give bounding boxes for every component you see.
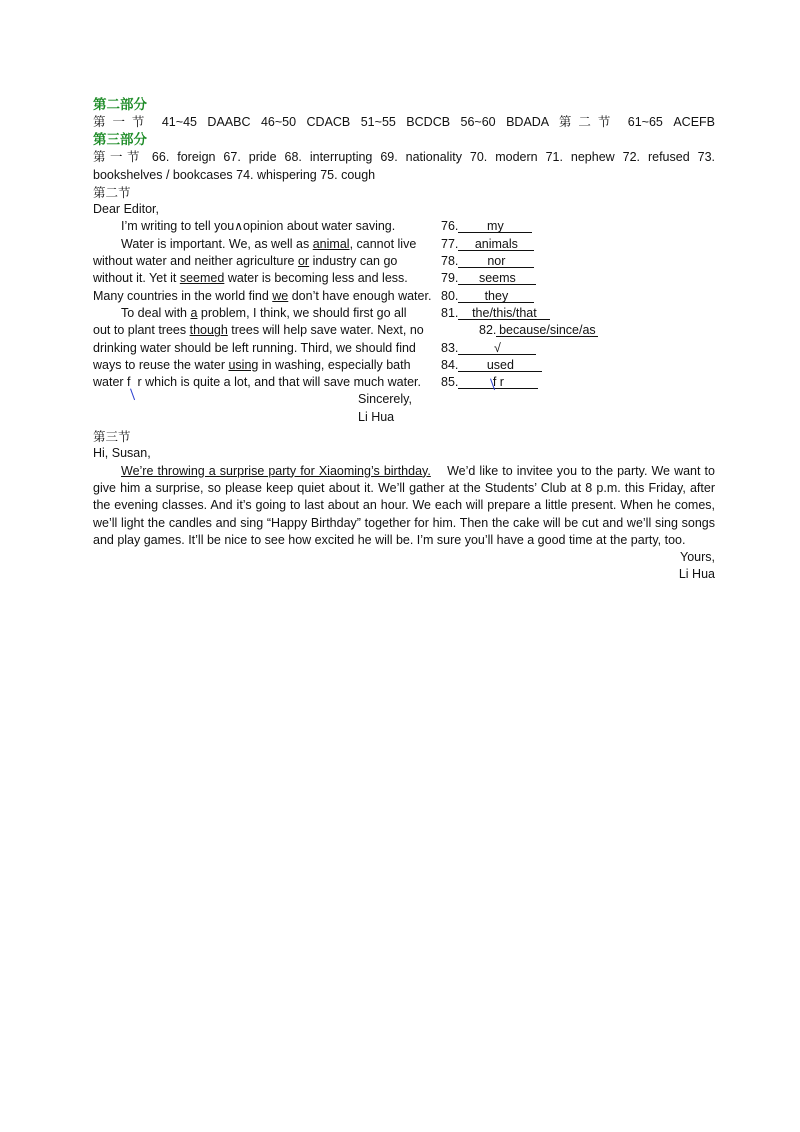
vocab-answers-2: bookshelves / bookcases 74. whispering 75. cough (93, 167, 376, 182)
correction-answer: used (458, 358, 542, 372)
letter-line: Many countries in the world find we don’t have enough water. 80. they (93, 288, 715, 305)
answer-group: 41~45 (161, 115, 197, 129)
answer-group: CDACB (306, 115, 351, 129)
letter-signature: Li Hua (358, 409, 395, 424)
part3-sec2-label: 第二节 (93, 184, 131, 200)
correction-answer: √ (458, 341, 536, 355)
letter-line: out to plant trees though trees will help save water. Next, no 82. because/since/as (93, 322, 715, 339)
error-word: we (272, 288, 289, 303)
part2-answers-line (93, 113, 715, 131)
email-body (93, 463, 715, 549)
letter-closing: Sincerely, (358, 392, 412, 407)
part2-sec2-range: 61~65 (627, 115, 663, 129)
letter-line: Water is important. We, as well as animal, cannot live 77. animals (93, 236, 715, 253)
correction-answer: animals (458, 237, 534, 251)
part3-title: 第三部分 (93, 132, 147, 148)
correction-answer: because/since/as (496, 323, 598, 337)
correction-answer: they (458, 289, 534, 303)
correction-answer: f r (458, 375, 538, 389)
letter-line: without it. Yet it seemed water is becoming less and less. 79. seems (93, 270, 715, 287)
letter-line: I’m writing to tell you∧opinion about water saving. 76. my (93, 218, 715, 235)
answer-group: BCDCB (406, 115, 451, 129)
part3-sec1-label: 第一节 (93, 149, 144, 165)
answer-group: 56~60 (460, 115, 496, 129)
correction-answer: the/this/that (458, 306, 550, 320)
answer-key-page (93, 96, 715, 584)
error-word: animal (312, 236, 350, 251)
letter-greeting: Dear Editor, (93, 202, 160, 217)
answer-group: 51~55 (360, 115, 396, 129)
part3-sec1-line1 (93, 148, 715, 166)
correction-answer: seems (458, 271, 536, 285)
error-word: though (189, 323, 228, 338)
letter-line: without water and neither agriculture or industry can go 78. nor (93, 253, 715, 270)
deletion-mark (490, 378, 497, 390)
part2-title: 第二部分 (93, 97, 147, 112)
part2-sec1-label: 第一节 (93, 114, 152, 129)
part2-sec2-answer: ACEFB (673, 115, 716, 129)
email-signature: Li Hua (678, 567, 715, 582)
email-underlined-sentence: We’re throwing a surprise party for Xiaoming’s birthday. (121, 463, 431, 478)
answer-group: BDADA (506, 115, 549, 129)
letter-line: ways to reuse the water using in washing, especially bath 84. used (93, 357, 715, 374)
error-word: or (297, 254, 310, 269)
answer-group: DAABC (207, 115, 251, 129)
answer-group: 46~50 (260, 115, 297, 129)
part3-sec3-label: 第三节 (93, 429, 131, 445)
error-word: a (190, 305, 198, 320)
correction-answer: my (458, 219, 532, 233)
error-word: seemed (179, 271, 225, 286)
error-correction-letter (93, 218, 715, 426)
email-greeting: Hi, Susan, (93, 446, 151, 461)
email-closing: Yours, (680, 550, 715, 565)
letter-line: drinking water should be left running. Third, we should find 83. √ (93, 340, 715, 357)
correction-answer: nor (458, 254, 534, 268)
error-word: using (228, 357, 259, 372)
email-body-text: We’d like to invitee you to the party. We want to give him a surprise, so please keep quiet about it. We’ll gather at the Students’ Club at 8 p.m. this Friday, after the evening classes. And it’s going to last about an hour. We each will prepare a little present. When he comes, we’ll light the candles and sing “Happy Birthday” together for him. Then the cake will be cut and we’ll sing songs and play games. It’ll be nice to see how excited he will be. I’m sure you’ll have a good time at the party, too. (93, 463, 715, 547)
insert-caret: ∧ (234, 219, 244, 234)
letter-line: To deal with a problem, I think, we should first go all 81. the/this/that (93, 305, 715, 322)
letter-line: water f r which is quite a lot, and that will save much water. 85. f r (93, 374, 715, 391)
part2-sec2-label: 第二节 (558, 114, 618, 129)
vocab-answers-1: 66. foreign 67. pride 68. interrupting 69. nationality 70. modern 71. nephew 72. refused 73. (151, 150, 715, 165)
